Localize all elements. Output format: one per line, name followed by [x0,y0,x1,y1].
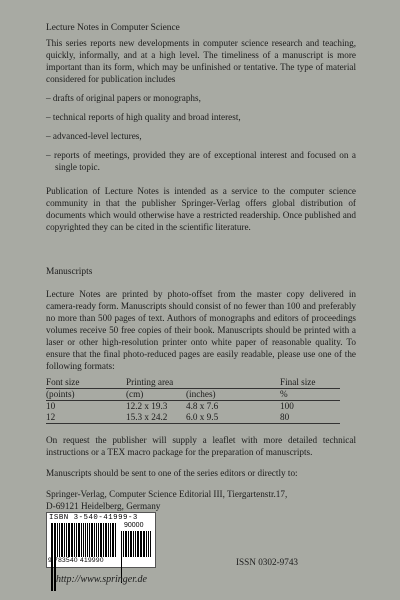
barcode-bar [133,531,134,557]
barcode-bar [64,523,65,557]
barcode-bar [135,531,136,557]
barcode-bar [146,531,147,557]
barcode-bar [81,523,82,557]
barcode-bar [51,523,53,557]
addon-number: 90000 [124,522,144,529]
issn-label: ISSN 0302-9743 [236,557,299,567]
table-header-cell: (inches) [186,389,280,401]
table-cell: 6.0 x 9.5 [186,412,280,424]
barcode-bar [123,531,124,557]
barcode-bar [71,523,73,557]
barcode-bar [125,531,127,557]
barcode-bar [87,523,88,557]
table-row [46,401,340,413]
publication-paragraph: Publication of Lecture Notes is intended as a service to the computer science community in that the publisher Springer-Verlag offers global distribution of documents which would otherwise have a restricted readership. Once published and copyrighted they can be cited in the scientific literature. [46,186,356,232]
barcode-bar [91,523,93,557]
series-description [46,22,356,233]
barcode-bar [100,523,102,557]
table-header-row [46,377,340,389]
list-item: – drafts of original papers or monographs, [46,93,201,103]
barcode-bar [66,523,67,557]
request-paragraph: On request the publisher will supply a leaflet with more detailed technical instructions or a TEX macro package for the preparation of manuscripts. [46,435,356,457]
barcode-bar [61,523,63,557]
barcode-bar [137,531,139,557]
manuscripts-heading: Manuscripts [46,267,93,277]
table-row [46,412,340,424]
ean-bars [51,523,117,557]
table-cell: 4.8 x 7.6 [186,401,219,411]
barcode-bar [115,523,116,557]
series-intro: This series reports new developments in computer science research and teaching, quickly, informally, and at a high level. The timeliness of a manuscript is more important than its form, which may be unfinished or tentative. The type of material considered for publication includes [46,38,356,84]
material-list [46,92,356,173]
send-to-paragraph: Manuscripts should be sent to one of the series editors or directly to: [46,468,298,478]
barcode-bar [54,523,56,557]
table-subheader-row [46,389,340,401]
isbn-label: ISBN 3-540-41999-3 [49,514,138,522]
barcode-bar [148,531,149,557]
barcode-bar [83,523,84,557]
table-cell: 12.2 x 19.3 [126,401,168,411]
table-cell: 15.3 x 24.2 [126,412,186,424]
list-item: – reports of meetings, provided they are of exceptional interest and focused on a single topic. [46,150,356,172]
table-cell: 80 [280,412,340,424]
list-item: – technical reports of high quality and broad interest, [46,112,241,122]
table-header-cell: Printing area [126,377,280,389]
barcode-bar [68,523,70,557]
barcode-bar [128,531,129,557]
barcode-bar [140,531,142,557]
addon-bars [121,531,153,557]
publisher-url[interactable]: http://www.springer.de [56,574,147,585]
barcode-bar [150,531,151,557]
table-header-cell: Final size [280,377,340,389]
barcode-bar [98,523,99,557]
list-item: – advanced-level lectures, [46,131,142,141]
barcode-bar [103,523,104,557]
barcode-bar [112,523,114,557]
barcode-bar [74,523,75,557]
table-cell: 10 [46,401,56,411]
barcode-bar [121,531,122,557]
manuscripts-section [46,266,356,512]
isbn-barcode [46,512,156,568]
barcode-bar [94,523,95,557]
series-title: Lecture Notes in Computer Science [46,23,180,33]
barcode-bar [89,523,90,557]
barcode-bar [110,523,111,557]
manuscripts-body: Lecture Notes are printed by photo-offset from the master copy delivered in camera-ready form. Manuscripts should consist of no fewer than 100 and preferably no more than 500 pages of text. Authors of monographs and editors of proceedings volumes receive 50 free copies of their book. Manuscripts should be printed with a laser or other high-resolution printer onto white paper of reasonable quality. To ensure that the final photo-reduced pages are easily readable, please use one of the following formats: [46,289,356,371]
barcode-bar [57,523,58,557]
address-line: D-69121 Heidelberg, Germany [46,501,161,511]
formats-table [46,377,340,424]
table-cell: 100 [280,401,294,411]
ean-number: 9 783540 419990 [48,557,104,564]
table-header-cell: (cm) [126,389,186,401]
barcode-bar [96,523,97,557]
barcode-bar [130,531,132,557]
barcode-bar [85,523,86,557]
barcode-bar [143,531,145,557]
barcode-bar [108,523,109,557]
barcode-bar [78,523,80,557]
barcode-bar [76,523,77,557]
table-header-cell: Font size [46,377,126,389]
table-header-cell: % [280,389,340,401]
barcode-bar [59,523,60,557]
address-line: Springer-Verlag, Computer Science Editorial III, Tiergartenstr.17, [46,489,288,499]
publisher-address [46,488,356,512]
table-header-cell: (points) [46,389,126,401]
barcode-bar [105,523,107,557]
table-cell: 12 [46,412,126,424]
